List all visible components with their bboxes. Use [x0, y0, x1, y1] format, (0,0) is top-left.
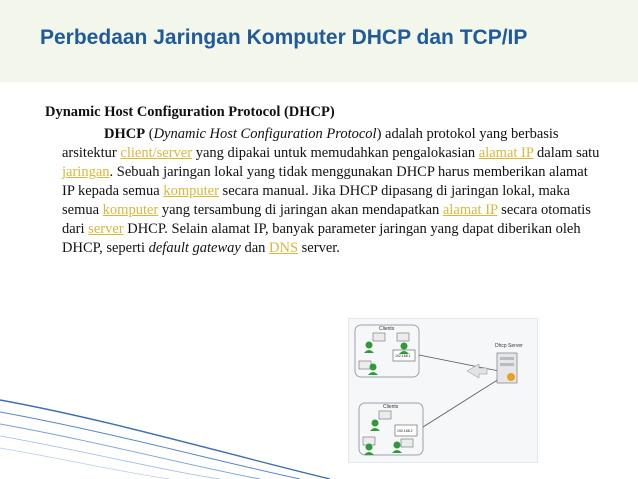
client-computer-icon — [363, 437, 375, 455]
clients-bottom-label: Clients — [383, 404, 399, 410]
slide-title: Perbedaan Jaringan Komputer DHCP dan TCP/IP — [40, 26, 528, 49]
text-segment: yang tersambung di jaringan akan mendapatkan — [158, 202, 443, 218]
client-computer-icon — [392, 439, 413, 453]
dhcp-term: DHCP — [104, 126, 146, 142]
link-jaringan[interactable]: jaringan — [62, 164, 110, 180]
text-segment: ) adalah protokol yang berbasis arsitektur — [62, 126, 559, 161]
text-segment: secara manual. Jika DHCP dipasang di jaringan lokal, maka semua — [62, 183, 570, 218]
section-heading: Dynamic Host Configuration Protocol (DHCP) — [45, 104, 335, 120]
server-label: Dhcp Server — [495, 343, 523, 349]
link-komputer[interactable]: komputer — [102, 202, 159, 218]
client-computer-icon — [370, 411, 391, 431]
text-segment: server. — [298, 240, 340, 256]
link-alamat-ip[interactable]: alamat IP — [478, 145, 534, 161]
text-segment: DHCP. Selain alamat IP, banyak parameter jaringan yang dapat diberikan oleh DHCP, seperti — [62, 221, 581, 256]
text-segment: ( — [145, 126, 154, 142]
link-line-bottom — [423, 379, 499, 427]
text-segment: . Sebuah jaringan lokal yang tidak menggunakan DHCP harus memberikan alamat IP kepada semua — [62, 164, 588, 199]
dhcp-expansion: Dynamic Host Configuration Protocol — [153, 126, 377, 142]
server-icon — [497, 353, 517, 383]
arrow-icon — [467, 364, 487, 378]
network-diagram-svg — [349, 319, 537, 462]
link-komputer[interactable]: komputer — [163, 183, 219, 199]
text-segment: yang dipakai untuk memudahkan pengalokasian — [192, 145, 479, 161]
text-segment: secara otomatis dari — [62, 202, 591, 237]
text-segment: dalam satu — [533, 145, 600, 161]
link-server[interactable]: server — [88, 221, 124, 237]
dhcp-network-diagram — [348, 318, 538, 463]
ip-bottom-label: 192.168.2 — [397, 429, 413, 433]
clients-top-label: Clients — [379, 326, 395, 332]
body-paragraph — [62, 125, 602, 258]
link-alamat-ip[interactable]: alamat IP — [442, 202, 498, 218]
text-segment: dan — [240, 240, 270, 256]
client-computer-icon — [359, 361, 378, 375]
default-gateway-term: default gateway — [148, 240, 241, 256]
link-client-server[interactable]: client/server — [120, 145, 193, 161]
client-computer-icon — [364, 333, 385, 353]
ip-top-label: 192.168.1 — [395, 354, 411, 358]
link-dns[interactable]: DNS — [269, 240, 299, 256]
